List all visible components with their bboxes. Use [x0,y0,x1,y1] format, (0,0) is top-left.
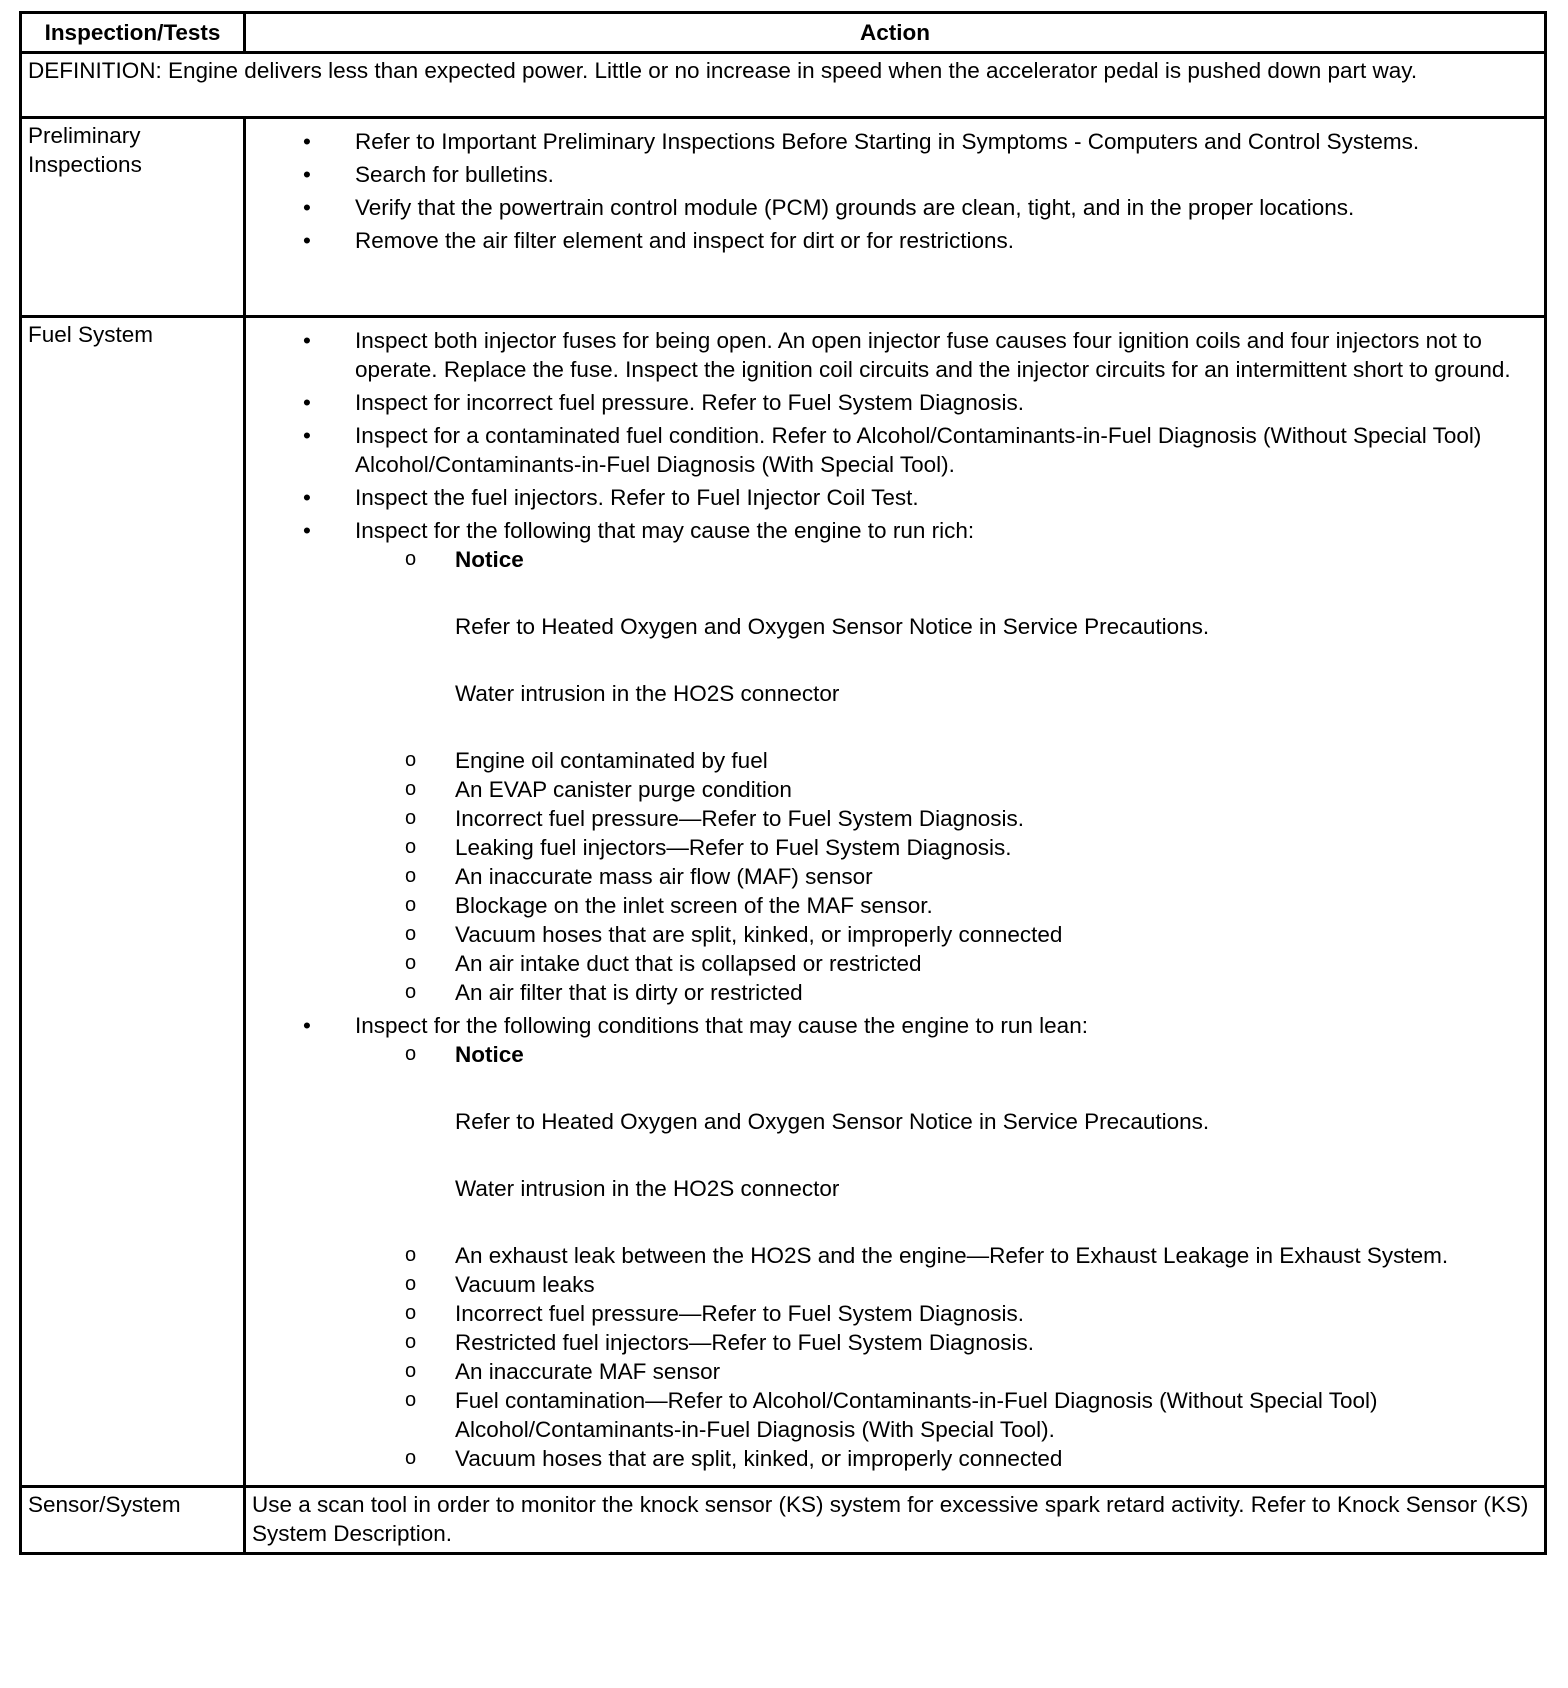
sub-bullet-icon: o [405,981,417,1003]
header-inspection-tests: Inspection/Tests [21,13,245,53]
sub-bullet-icon: o [405,1043,417,1065]
notice-item [405,545,1538,708]
notice-water-text: Water intrusion in the HO2S connector [455,1176,840,1201]
list-item: • Inspect the fuel injectors. Refer to Fuel Injector Coil Test. [303,485,919,510]
fuel-system-row [21,317,1546,1487]
list-item: o Incorrect fuel pressure—Refer to Fuel System Diagnosis. [405,806,1024,831]
sub-bullet-icon: o [405,749,417,771]
fuel-system-list [252,326,1538,1473]
list-item: o Blockage on the inlet screen of the MAF sensor. [405,893,933,918]
list-item: o An air intake duct that is collapsed or restricted [405,951,922,976]
list-item: o Vacuum leaks [405,1272,595,1297]
list-item: o Vacuum hoses that are split, kinked, or improperly connected [405,922,1063,947]
preliminary-row [21,118,1546,317]
list-item: o An exhaust leak between the HO2S and the engine—Refer to Exhaust Leakage in Exhaust System. [405,1243,1449,1268]
list-item: • Inspect for a contaminated fuel condition. Refer to Alcohol/Contaminants-in-Fuel Diagnosis (Without Special Tool) Alcohol/Contaminants-in-Fuel Diagnosis (With Special Tool). [303,423,1482,477]
sub-bullet-icon: o [405,1273,417,1295]
diagnostic-table [19,11,1547,1555]
bullet-icon: • [303,195,311,220]
bullet-icon: • [303,423,311,448]
list-item: o Restricted fuel injectors—Refer to Fuel System Diagnosis. [405,1330,1034,1355]
list-item: o An EVAP canister purge condition [405,777,792,802]
list-item: o Incorrect fuel pressure—Refer to Fuel System Diagnosis. [405,1301,1024,1326]
fuel-system-label: Fuel System [21,317,245,1487]
list-item: o Vacuum hoses that are split, kinked, or improperly connected [405,1446,1063,1471]
preliminary-list [252,127,1538,255]
sub-bullet-icon: o [405,1331,417,1353]
header-action: Action [245,13,1546,53]
rich-conditions-list [355,545,1538,1007]
notice-water-text: Water intrusion in the HO2S connector [455,681,840,706]
list-item: • Verify that the powertrain control module (PCM) grounds are clean, tight, and in the proper locations. [303,195,1355,220]
list-item: • Search for bulletins. [303,162,554,187]
definition-row [21,53,1546,118]
bullet-icon: • [303,485,311,510]
sub-bullet-icon: o [405,548,417,570]
bullet-icon: • [303,1013,311,1038]
notice-text: Refer to Heated Oxygen and Oxygen Sensor Notice in Service Precautions. [455,1109,1210,1134]
notice-title: Notice [455,547,524,572]
sub-bullet-icon: o [405,952,417,974]
list-item: o An inaccurate MAF sensor [405,1359,721,1384]
list-item: o Engine oil contaminated by fuel [405,748,768,773]
bullet-icon: • [303,518,311,543]
fuel-system-action [245,317,1546,1487]
sub-bullet-icon: o [405,778,417,800]
sub-bullet-icon: o [405,1447,417,1469]
sensor-system-label: Sensor/System [21,1487,245,1554]
sub-bullet-icon: o [405,807,417,829]
notice-text: Refer to Heated Oxygen and Oxygen Sensor Notice in Service Precautions. [455,614,1210,639]
document-page [19,11,1544,1555]
bullet-icon: • [303,328,311,353]
lean-conditions-item: • Inspect for the following conditions that may cause the engine to run lean: o Notice Refer to Heated Oxygen and Oxygen Sensor Notice in Service Precautions. Water intrusion in the HO2S connector o An exhaust leak between the HO2S and the engine—Refer to Exhaust Leakage in Exhaust System. o Vacuum leaks o Incorrect fuel pressure—Refer to Fuel System Diagnosis. o Restricted fuel injectors—Refer to Fuel System Diagnosis. o An inaccurate MAF sensor o Fuel contamination—Refer to Alcohol/Contaminants-in-Fuel Diagnosis (Without Special Tool) Alcohol/Contaminants-in-Fuel Diagnosis (With Special Tool). o Vacuum hoses that are split, kinked, or improperly connected [355,1011,1538,1473]
list-item: o An inaccurate mass air flow (MAF) sensor [405,864,873,889]
sub-bullet-icon: o [405,865,417,887]
header-row [21,13,1546,53]
list-item: o Leaking fuel injectors—Refer to Fuel System Diagnosis. [405,835,1012,860]
bullet-icon: • [303,129,311,154]
rich-conditions-item: • Inspect for the following that may cause the engine to run rich: o Notice Refer to Heated Oxygen and Oxygen Sensor Notice in Service Precautions. Water intrusion in the HO2S connector o Engine oil contaminated by fuel o An EVAP canister purge condition o Incorrect fuel pressure—Refer to Fuel System Diagnosis. o Leaking fuel injectors—Refer to Fuel System Diagnosis. o An inaccurate mass air flow (MAF) sensor o Blockage on the inlet screen of the MAF sensor. o Vacuum hoses that are split, kinked, or improperly connected o An air intake duct that is collapsed or restricted o An air filter that is dirty or restricted [355,516,1538,1007]
list-item: • Remove the air filter element and inspect for dirt or for restrictions. [303,228,1015,253]
list-item: • Inspect for incorrect fuel pressure. Refer to Fuel System Diagnosis. [303,390,1025,415]
preliminary-label: Preliminary Inspections [21,118,245,317]
sensor-system-action: Use a scan tool in order to monitor the knock sensor (KS) system for excessive spark retard activity. Refer to Knock Sensor (KS) System Description. [245,1487,1546,1554]
list-item: • Refer to Important Preliminary Inspections Before Starting in Symptoms - Computers and Control Systems. [303,129,1420,154]
bullet-icon: • [303,162,311,187]
sub-bullet-icon: o [405,894,417,916]
definition-text: DEFINITION: Engine delivers less than expected power. Little or no increase in speed when the accelerator pedal is pushed down part way. [21,53,1546,118]
sub-bullet-icon: o [405,836,417,858]
sensor-system-row [21,1487,1546,1554]
preliminary-action [245,118,1546,317]
sub-bullet-icon: o [405,1244,417,1266]
lean-conditions-list [355,1040,1538,1473]
list-item: o Fuel contamination—Refer to Alcohol/Contaminants-in-Fuel Diagnosis (Without Special Tool) Alcohol/Contaminants-in-Fuel Diagnosis (With Special Tool). [405,1388,1378,1442]
notice-title: Notice [455,1042,524,1067]
list-item: • Inspect both injector fuses for being open. An open injector fuse causes four ignition coils and four injectors not to operate. Replace the fuse. Inspect the ignition coil circuits and the injector circuits for an intermittent short to ground. [303,328,1511,382]
notice-item [405,1040,1538,1203]
list-item: o An air filter that is dirty or restricted [405,980,803,1005]
sub-bullet-icon: o [405,923,417,945]
bullet-icon: • [303,390,311,415]
sub-bullet-icon: o [405,1360,417,1382]
sub-bullet-icon: o [405,1302,417,1324]
bullet-icon: • [303,228,311,253]
sub-bullet-icon: o [405,1389,417,1411]
